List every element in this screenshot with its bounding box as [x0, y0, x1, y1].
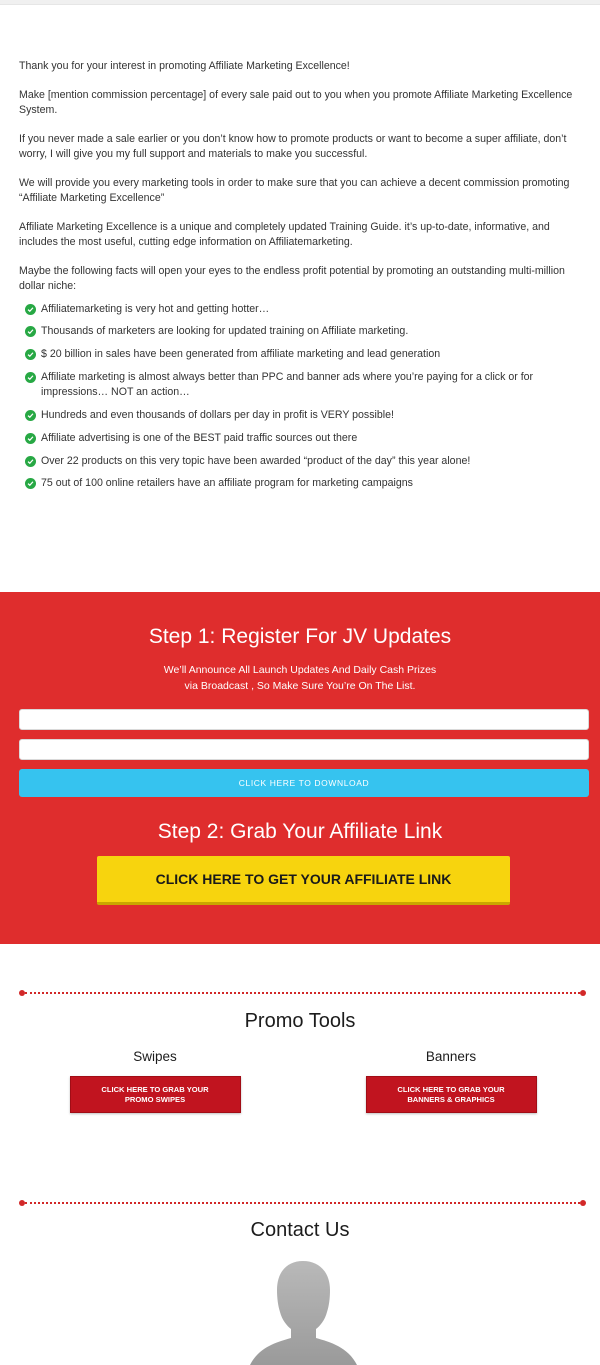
- check-circle-icon: [25, 349, 36, 360]
- contact-us-heading: Contact Us: [250, 1219, 350, 1241]
- person-silhouette-icon: [247, 1258, 360, 1365]
- divider-line: [25, 992, 580, 994]
- download-button[interactable]: CLICK HERE TO DOWNLOAD: [19, 769, 589, 797]
- fact-item: [25, 370, 581, 401]
- grab-swipes-button[interactable]: [70, 1076, 241, 1113]
- get-affiliate-link-button[interactable]: CLICK HERE TO GET YOUR AFFILIATE LINK: [97, 856, 510, 905]
- check-circle-icon: [25, 478, 36, 489]
- step1-subtitle: [0, 662, 600, 694]
- check-circle-icon: [25, 326, 36, 337]
- fact-text: Hundreds and even thousands of dollars per day in profit is VERY possible!: [41, 409, 394, 422]
- button-label-line: BANNERS & GRAPHICS: [407, 1094, 495, 1104]
- intro-paragraph: Affiliate Marketing Excellence is a unique and completely updated Training Guide. it’s up-to-date, informative, and includes the most useful, cutting edge information on Affiliatemarketing.: [19, 220, 550, 248]
- fact-item: [25, 347, 581, 362]
- fact-item: [25, 431, 581, 446]
- name-field[interactable]: [19, 709, 589, 730]
- fact-item: [25, 476, 581, 491]
- check-circle-icon: [25, 410, 36, 421]
- divider-dot: [580, 1200, 586, 1206]
- intro-paragraph: If you never made a sale earlier or you don’t know how to promote products or want to become a super affiliate, don’t worry, I will give you my full support and materials to make you successful.: [19, 132, 567, 160]
- fact-item: [25, 454, 581, 469]
- fact-text: Affiliatemarketing is very hot and getting hotter…: [41, 302, 270, 315]
- intro-section: [0, 5, 600, 492]
- grab-banners-button[interactable]: [366, 1076, 537, 1113]
- fact-item: [25, 408, 581, 423]
- button-label-line: CLICK HERE TO GRAB YOUR: [397, 1085, 505, 1094]
- intro-paragraph: Maybe the following facts will open your eyes to the endless profit potential by promoting an outstanding multi-million dollar niche:: [19, 264, 565, 292]
- fact-text: Affiliate marketing is almost always better than PPC and banner ads where you’re paying for a click or for impressions… NOT an action…: [41, 370, 534, 399]
- divider-dot: [580, 990, 586, 996]
- fact-text: Affiliate advertising is one of the BEST paid traffic sources out there: [41, 431, 358, 444]
- divider-line: [25, 1202, 580, 1204]
- fact-item: [25, 302, 581, 317]
- check-circle-icon: [25, 372, 36, 383]
- check-circle-icon: [25, 304, 36, 315]
- intro-paragraph: Make [mention commission percentage] of every sale paid out to you when you promote Affiliate Marketing Excellence System.: [19, 88, 573, 116]
- fact-text: $ 20 billion in sales have been generated from affiliate marketing and lead generation: [41, 348, 441, 361]
- fact-item: [25, 324, 581, 339]
- swipes-heading: Swipes: [133, 1049, 177, 1064]
- check-circle-icon: [25, 433, 36, 444]
- button-label-line: CLICK HERE TO GRAB YOUR: [101, 1085, 209, 1094]
- fact-text: Over 22 products on this very topic have been awarded “product of the day” this year alone!: [41, 454, 471, 467]
- facts-list: [19, 302, 581, 492]
- step1-subtitle-line: We’ll Announce All Launch Updates And Daily Cash Prizes: [163, 664, 437, 676]
- swipes-column: [55, 1047, 255, 1113]
- banners-column: [351, 1047, 551, 1113]
- promo-tools-heading: Promo Tools: [244, 1010, 356, 1032]
- fact-text: 75 out of 100 online retailers have an affiliate program for marketing campaigns: [41, 477, 413, 490]
- banners-heading: Banners: [425, 1049, 477, 1064]
- check-circle-icon: [25, 456, 36, 467]
- section-divider: [19, 1200, 586, 1206]
- jv-signup-section: [0, 592, 600, 944]
- section-divider: [19, 990, 586, 996]
- email-field[interactable]: [19, 739, 589, 760]
- intro-paragraph: Thank you for your interest in promoting Affiliate Marketing Excellence!: [19, 60, 350, 72]
- fact-text: Thousands of marketers are looking for updated training on Affiliate marketing.: [41, 325, 409, 338]
- step1-heading: Step 1: Register For JV Updates: [148, 625, 452, 648]
- intro-paragraph: We will provide you every marketing tools in order to make sure that you can achieve a decent commission promoting “Affiliate Marketing Excellence”: [19, 176, 570, 204]
- step1-subtitle-line: via Broadcast , So Make Sure You’re On The List.: [184, 680, 416, 692]
- button-label-line: PROMO SWIPES: [124, 1094, 186, 1104]
- step2-heading: Step 2: Grab Your Affiliate Link: [157, 820, 443, 843]
